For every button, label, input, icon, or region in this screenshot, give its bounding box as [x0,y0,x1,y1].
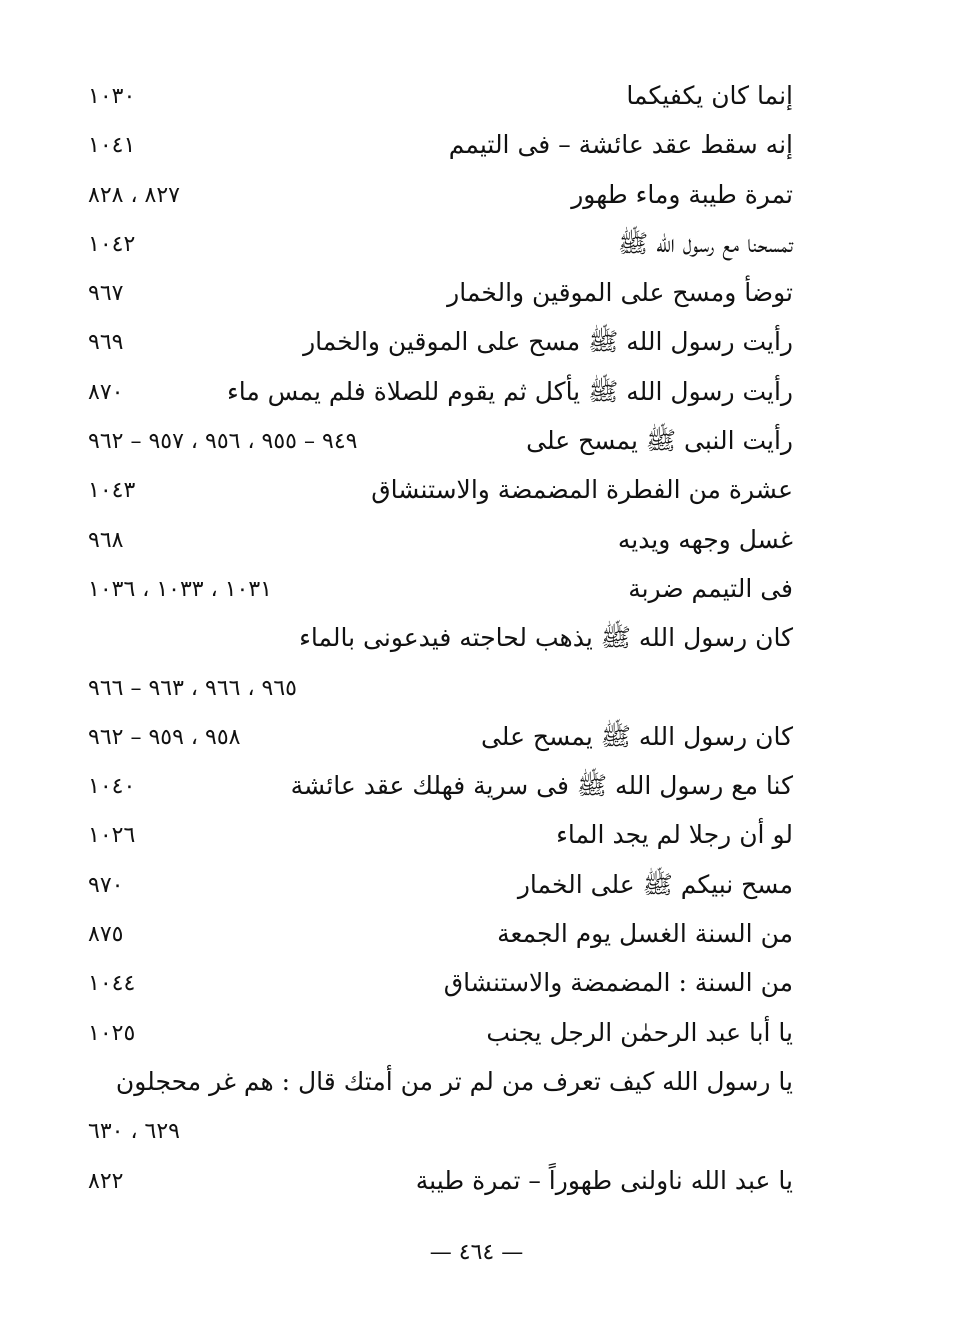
hadith-numbers: ٩٦٥ ، ٩٦٦ ، ٩٦٣ – ٩٦٦ [88,675,297,701]
hadith-numbers: ١٠٤٤ [88,971,136,997]
index-entry [88,121,793,170]
index-entry [88,318,793,367]
index-entry [88,1009,793,1058]
hadith-numbers: ١٠٤٣ [88,478,136,504]
page-number: — ٤٦٤ — [429,1240,524,1265]
index-entry [88,1107,793,1156]
hadith-incipit: يا رسول الله كيف تعرف من لم تر من أمتك قال : هم غر محجلون [115,1066,793,1096]
hadith-incipit: تمرة طيبة وماء طهور [571,179,793,209]
hadith-incipit: كان رسول الله ﷺ يذهب لحاجته فيدعونى بالماء [299,623,793,653]
index-entry [88,466,793,515]
hadith-incipit: غسل وجهه ويديه [617,524,793,554]
index-entry [88,910,793,959]
hadith-incipit: فى التيمم ضربة [628,573,793,603]
hadith-numbers: ٩٦٧ [88,281,124,307]
hadith-incipit: إنه سقط عقد عائشة – فى التيمم [448,130,793,160]
hadith-numbers: ١٠٢٦ [88,823,136,849]
hadith-numbers: ٩٧٠ [88,872,124,898]
hadith-incipit: كنا مع رسول الله ﷺ فى سرية فهلك عقد عائشة [290,771,793,801]
index-entry [88,171,793,220]
hadith-incipit: إنما كان يكفيكما [626,81,793,110]
hadith-numbers: ٨٧٥ [88,922,124,948]
hadith-incipit: يا عبد الله ناولنى طهوراً – تمرة طيبة [415,1165,793,1195]
index-entry [88,565,793,614]
hadith-incipit: من السنة : المضمضة والاستنشاق [443,968,793,998]
index-entry [88,1058,793,1107]
hadith-incipit: رأيت النبى ﷺ يمسح على [526,426,793,456]
hadith-numbers: ١٠٣٠ [88,84,136,109]
index-entry [88,614,793,663]
index-entry [88,269,793,318]
hadith-incipit: رأيت رسول الله ﷺ مسح على الموقين والخمار [303,327,793,357]
hadith-incipit: مسح نبيكم ﷺ على الخمار [517,869,793,899]
hadith-incipit: لو أن رجلا لم يجد الماء [556,820,793,850]
hadith-incipit: يا أبا عبد الرحمٰن الرجل يجنب [486,1017,793,1047]
hadith-numbers: ١٠٣١ ، ١٠٣٣ ، ١٠٣٦ [88,576,272,602]
index-entry [88,762,793,811]
hadith-numbers: ٨٢٧ ، ٨٢٨ [88,182,180,208]
hadith-incipit: عشرة من الفطرة المضمضة والاستنشاق [371,475,793,505]
index-entry [88,959,793,1008]
hadith-numbers: ٩٥٨ ، ٩٥٩ – ٩٦٢ [88,724,241,750]
index-entry [88,811,793,860]
hadith-incipit: كان رسول الله ﷺ يمسح على [480,721,793,751]
hadith-numbers: ٨٢٢ [88,1168,124,1194]
index-entry [88,417,793,466]
index-entry [88,1157,793,1206]
index-entry [88,861,793,910]
index-entry [88,516,793,565]
hadith-incipit: من السنة الغسل يوم الجمعة [497,919,793,949]
hadith-numbers: ١٠٤٢ [88,231,136,257]
hadith-incipit: تمسحنا مع رسول الله ﷺ [618,228,793,258]
index-entry [88,368,793,417]
hadith-numbers: ٨٧٠ [88,379,124,405]
hadith-numbers: ٦٢٩ ، ٦٣٠ [88,1119,180,1145]
index-entry [88,72,793,121]
hadith-numbers: ٩٦٨ [88,527,124,553]
hadith-incipit: رأيت رسول الله ﷺ يأكل ثم يقوم للصلاة فلم يمس ماء [226,376,793,406]
index-entry [88,664,793,713]
hadith-numbers: ١٠٤٠ [88,774,136,800]
hadith-numbers: ٩٤٩ – ٩٥٥ ، ٩٥٦ ، ٩٥٧ – ٩٦٢ [88,429,358,455]
index-entry [88,220,793,269]
hadith-incipit: توضأ ومسح على الموقين والخمار [447,278,793,308]
hadith-numbers: ١٠٤١ [88,133,136,159]
hadith-index-list [88,72,793,1206]
hadith-numbers: ١٠٢٥ [88,1020,136,1046]
hadith-numbers: ٩٦٩ [88,330,124,356]
index-entry [88,713,793,762]
